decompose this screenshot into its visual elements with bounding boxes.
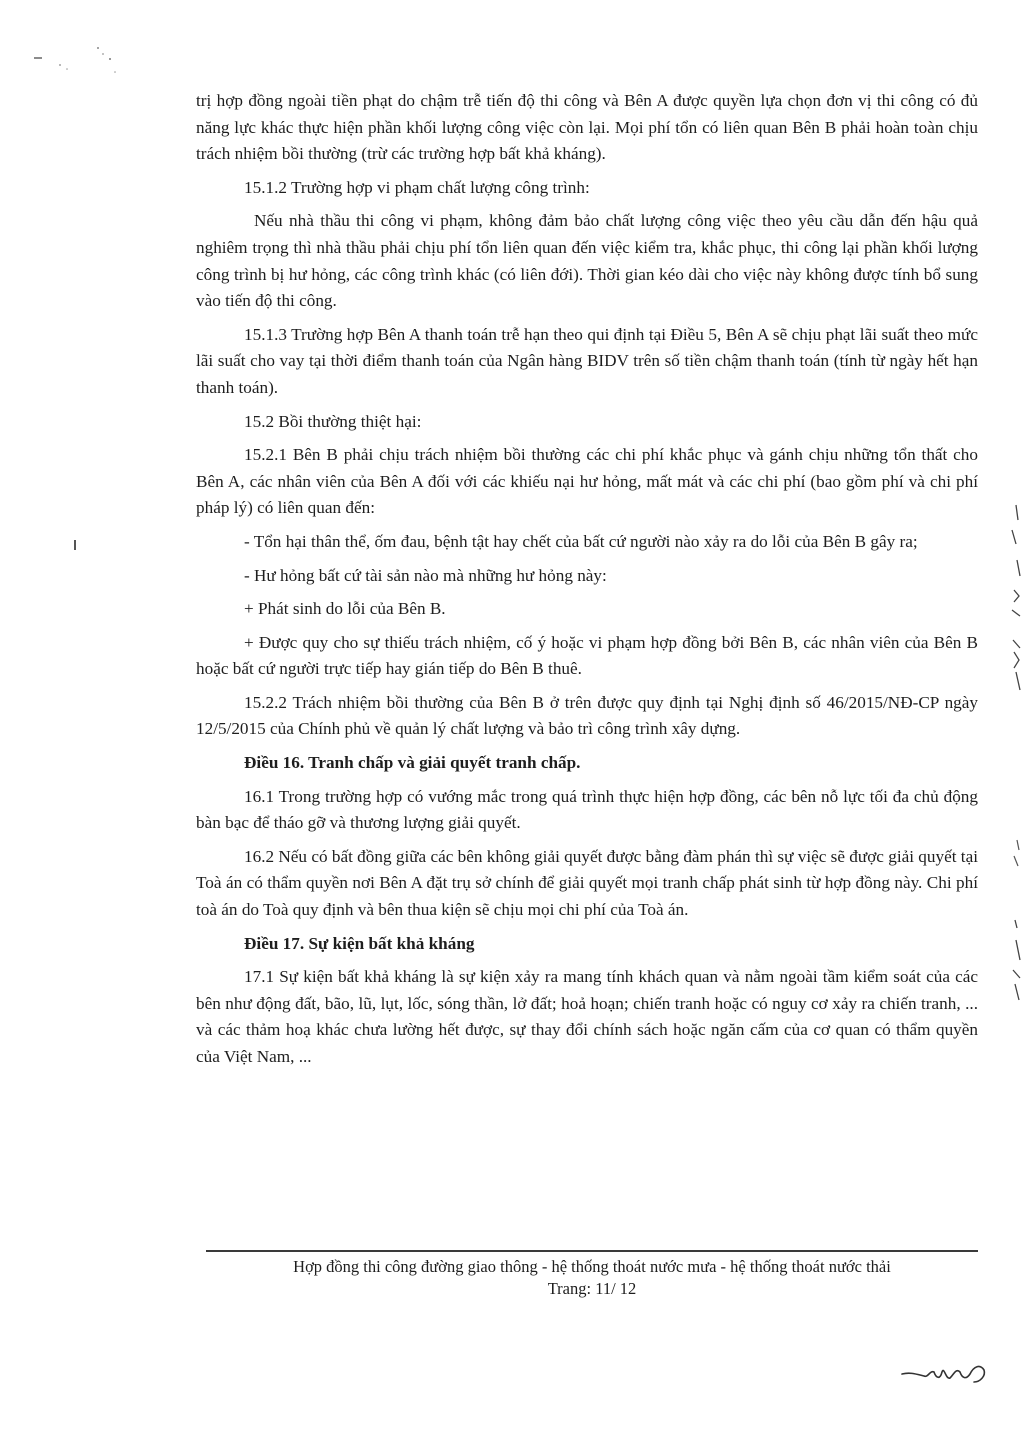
scan-noise-icon bbox=[20, 38, 130, 78]
bullet-property-damage: - Hư hỏng bất cứ tài sản nào mà những hư hỏng này: bbox=[244, 565, 607, 585]
article-17-heading: Điều 17. Sự kiện bất khả kháng bbox=[244, 933, 475, 953]
clause-17-1: 17.1 Sự kiện bất khả kháng là sự kiện xảy ra mang tính khách quan và nằm ngoài tầm kiểm soát của các bên như động đất, bão, lũ, lụt, lốc, sóng thần, lở đất; hoả hoạn; chiến tranh hoặc có nguy cơ xảy ra chiến tranh, ... và các thảm hoạ khác chưa lường hết được, sự thay đổi chính sách hoặc ngăn cấm của cơ quan có thẩm quyền của Việt Nam, ... bbox=[196, 967, 978, 1066]
clause-15-2-title: 15.2 Bồi thường thiệt hại: bbox=[244, 411, 422, 431]
bullet-injury: - Tổn hại thân thể, ốm đau, bệnh tật hay chết của bất cứ người nào xảy ra do lỗi của Bên B gây ra; bbox=[244, 531, 918, 551]
clause-16-2: 16.2 Nếu có bất đồng giữa các bên không giải quyết được bằng đàm phán thì sự việc sẽ được giải quyết tại Toà án có thẩm quyền nơi Bên A đặt trụ sở chính để giải quyết mọi tranh chấp phát sinh từ hợp đồng này. Chi phí toà án do Toà quy định và bên thua kiện sẽ chịu mọi chi phí của Toà án. bbox=[196, 846, 978, 920]
sub-bullet-fault: + Phát sinh do lỗi của Bên B. bbox=[244, 599, 446, 619]
footer-title: Hợp đồng thi công đường giao thông - hệ thống thoát nước mưa - hệ thống thoát nước thải bbox=[293, 1257, 891, 1276]
scan-mark bbox=[74, 540, 76, 550]
clause-15-1-2-title: 15.1.2 Trường hợp vi phạm chất lượng công trình: bbox=[244, 177, 590, 197]
clause-16-1: 16.1 Trong trường hợp có vướng mắc trong quá trình thực hiện hợp đồng, các bên nỗ lực tối đa chủ động bàn bạc để tháo gỡ và thương lượng giải quyết. bbox=[196, 786, 978, 833]
signature-icon bbox=[900, 1352, 1000, 1392]
clause-15-2-2: 15.2.2 Trách nhiệm bồi thường của Bên B ở trên được quy định tại Nghị định số 46/2015/NĐ-CP ngày 12/5/2015 của Chính phủ về quản lý chất lượng và bảo trì công trình xây dựng. bbox=[196, 692, 978, 739]
clause-15-2-1: 15.2.1 Bên B phải chịu trách nhiệm bồi thường các chi phí khắc phục và gánh chịu những tổn thất cho Bên A, các nhân viên của Bên A đối với các khiếu nại hư hỏng, mất mát và các chi phí (bao gồm phí và chi phí pháp lý) có liên quan đến: bbox=[196, 445, 978, 518]
paragraph-continuation: trị hợp đồng ngoài tiền phạt do chậm trễ tiến độ thi công và Bên A được quyền lựa chọn đơn vị thi công có đủ năng lực khác thực hiện phần khối lượng công việc còn lại. Mọi phí tổn có liên quan Bên B phải hoàn toàn chịu trách nhiệm bồi thường (trừ các trường hợp bất khả kháng). bbox=[196, 91, 978, 164]
sub-bullet-negligence: + Được quy cho sự thiếu trách nhiệm, cố ý hoặc vi phạm hợp đồng bởi Bên B, các nhân viên của Bên B hoặc bất cứ người trực tiếp hay gián tiếp do Bên B thuê. bbox=[196, 632, 978, 679]
document-body bbox=[196, 88, 978, 1078]
stamp-edge-icon bbox=[1002, 500, 1024, 1060]
page-number: Trang: 11/ 12 bbox=[547, 1279, 637, 1298]
clause-15-1-2-body: Nếu nhà thầu thi công vi phạm, không đảm bảo chất lượng công việc theo yêu cầu dẫn đến hậu quả nghiêm trọng thì nhà thầu phải chịu phí tổn liên quan đến việc kiểm tra, khắc phục, thi công lại phần khối lượng công trình bị hư hỏng, các công trình khác (có liên đới). Thời gian kéo dài cho việc này không được tính bổ sung vào tiến độ thi công. bbox=[196, 211, 978, 311]
footer-divider bbox=[206, 1250, 978, 1252]
article-16-heading: Điều 16. Tranh chấp và giải quyết tranh chấp. bbox=[244, 753, 581, 773]
clause-15-1-3: 15.1.3 Trường hợp Bên A thanh toán trễ hạn theo qui định tại Điều 5, Bên A sẽ chịu phạt lãi suất theo mức lãi suất cho vay tại thời điểm thanh toán của Ngân hàng BIDV trên số tiền chậm thanh toán (tính từ ngày hết hạn thanh toán). bbox=[196, 324, 978, 397]
